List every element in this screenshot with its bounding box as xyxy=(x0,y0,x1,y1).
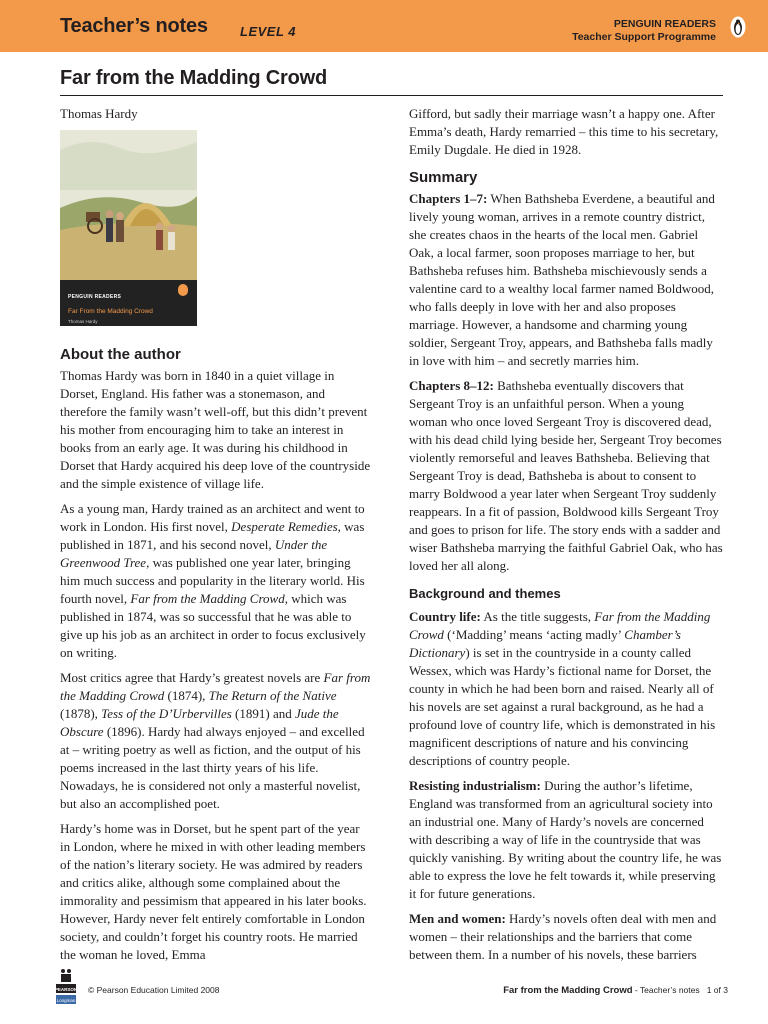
about-paragraph-5: Gifford, but sadly their marriage wasn’t a happy one. After Emma’s death, Hardy remarried – this time to his secretary, Emily Dugdale. He died in 1928. xyxy=(409,106,719,157)
summary-chapters-1-7: Chapters 1–7: When Bathsheba Everdene, a beautiful and lively young woman, arrives in a remote country district, she creates chaos in the hearts of the local men. Gabriel Oak, a local farmer, soon proposes marriage to her, but Bathsheba refuses him. Bathsheba mischievously sends a valentine card to a wealthy local farmer named Boldwood, who falls deeply in love with her and also proposes marriage. However, a handsome and charming young soldier, Sergeant Troy, appears, and Bathsheba falls madly in love with him – and secretly marries him. xyxy=(409,191,715,368)
right-column xyxy=(409,105,724,971)
copyright-notice: © Pearson Education Limited 2008 xyxy=(88,985,220,995)
summary-heading: Summary xyxy=(409,169,478,186)
theme-men-and-women: Men and women: Hardy’s novels often deal with men and women – their relationships and the barriers that come between them. In a number of his novels, these barriers xyxy=(409,911,717,962)
theme-country-life: Country life: As the title suggests, Far from the Madding Crowd (‘Madding’ means ‘acting madly’ Chamber’s Dictionary) is set in the countryside in a county called Wessex, which was Hardy’s fictional name for Dorset, the county in which he had been born and raised. Nearly all of his novels are set against a rural background, as he had a profound love of country life, which is demonstrated in his magnificent descriptions of nature and his convincing descriptions of country people. xyxy=(409,609,716,768)
themes-heading: Background and themes xyxy=(409,586,561,601)
page-number: 1 of 3 xyxy=(706,985,728,995)
level-label: LEVEL 4 xyxy=(240,24,297,39)
book-cover-image xyxy=(60,130,197,326)
about-paragraph-1: Thomas Hardy was born in 1840 in a quiet village in Dorset, England. His father was a stonemason, and therefore the family wasn’t well-off, but this didn’t prevent his mother from encouraging him to take an interest in books from an early age. It was during his childhood in Dorset that Hardy acquired his deep love of the countryside and the simple existence of village life. xyxy=(60,368,371,491)
about-heading: About the author xyxy=(60,346,181,363)
pearson-longman-logo-icon xyxy=(54,968,78,1008)
logo-pearson-text: PEARSON xyxy=(54,987,78,992)
title-divider xyxy=(60,95,723,96)
footer-page-info: Far from the Madding Crowd - Teacher’s notes 1 of 3 xyxy=(503,985,728,996)
brand-programme: Teacher Support Programme xyxy=(572,31,716,43)
left-column xyxy=(60,105,372,971)
brand-block xyxy=(572,18,716,44)
cover-author: Thomas Hardy xyxy=(68,319,98,324)
theme-resisting-industrialism: Resisting industrialism: During the author’s lifetime, England was transformed from an agricultural society into an industrial one. Many of Hardy’s novels are concerned with describing a way of life in the countryside that was quickly vanishing. By writing about the country life, he was able to express the love he felt towards it, while preserving it for future generations. xyxy=(409,778,722,901)
logo-longman-text: Longman xyxy=(56,998,76,1003)
about-paragraph-4: Hardy’s home was in Dorset, but he spent part of the year in London, where he mixed in with other leading members of the nation’s literary society. He was admired by readers and critics alike, although some complained about the immorality and pessimism that appeared in his later books. However, Hardy never felt entirely comfortable in London society, and couldn’t forget his country roots. He married the woman he loved, Emma xyxy=(60,821,367,962)
cover-title: Far From the Madding Crowd xyxy=(68,308,153,315)
footer xyxy=(0,968,768,1024)
brand-name: PENGUIN READERS xyxy=(613,18,716,30)
about-paragraph-3: Most critics agree that Hardy’s greatest novels are Far from the Madding Crowd (1874), The Return of the Native (1878), Tess of the D’Urbervilles (1891) and Jude the Obscure (1896). Hardy had always enjoyed – and excelled at – writing poetry as well as fiction, and the output of his poems increased in the last thirty years of his life. Nowadays, he is considered not only a masterful novelist, but also an accomplished poet. xyxy=(60,670,371,811)
summary-chapters-8-12: Chapters 8–12: Bathsheba eventually discovers that Sergeant Troy is an unfaithful person. When a young woman who once loved Sergeant Troy is discovered dead, with his dead child lying beside her, Sergeant Troy becomes violently remorseful and leaves Bathsheba. Believing that Sergeant Troy is dead, Bathsheba is about to consent to marry Boldwood a year later when Sergeant Troy suddenly reappears. In a fit of passion, Boldwood kills Sergeant Troy and goes to prison for life. The story ends with a sadder and wiser Bathsheba marrying the faithful Gabriel Oak, who has loved her all along. xyxy=(409,378,723,573)
header-title: Teacher’s notes xyxy=(60,15,208,37)
penguin-logo-icon xyxy=(730,16,746,38)
header-bar xyxy=(0,0,768,52)
author-name: Thomas Hardy xyxy=(60,106,138,121)
about-paragraph-2: As a young man, Hardy trained as an architect and went to work in London. His first novel, Desperate Remedies, was published in 1871, and his second novel, Under the Greenwood Tree, was published one year later, bringing him much success and popularity in the literary world. His fourth novel, Far from the Madding Crowd, which was published in 1874, was so successful that he was able to give up his job as an architect in order to focus exclusively on writing. xyxy=(60,501,366,660)
book-title: Far from the Madding Crowd xyxy=(60,67,328,89)
cover-brand: PENGUIN READERS xyxy=(68,294,122,300)
